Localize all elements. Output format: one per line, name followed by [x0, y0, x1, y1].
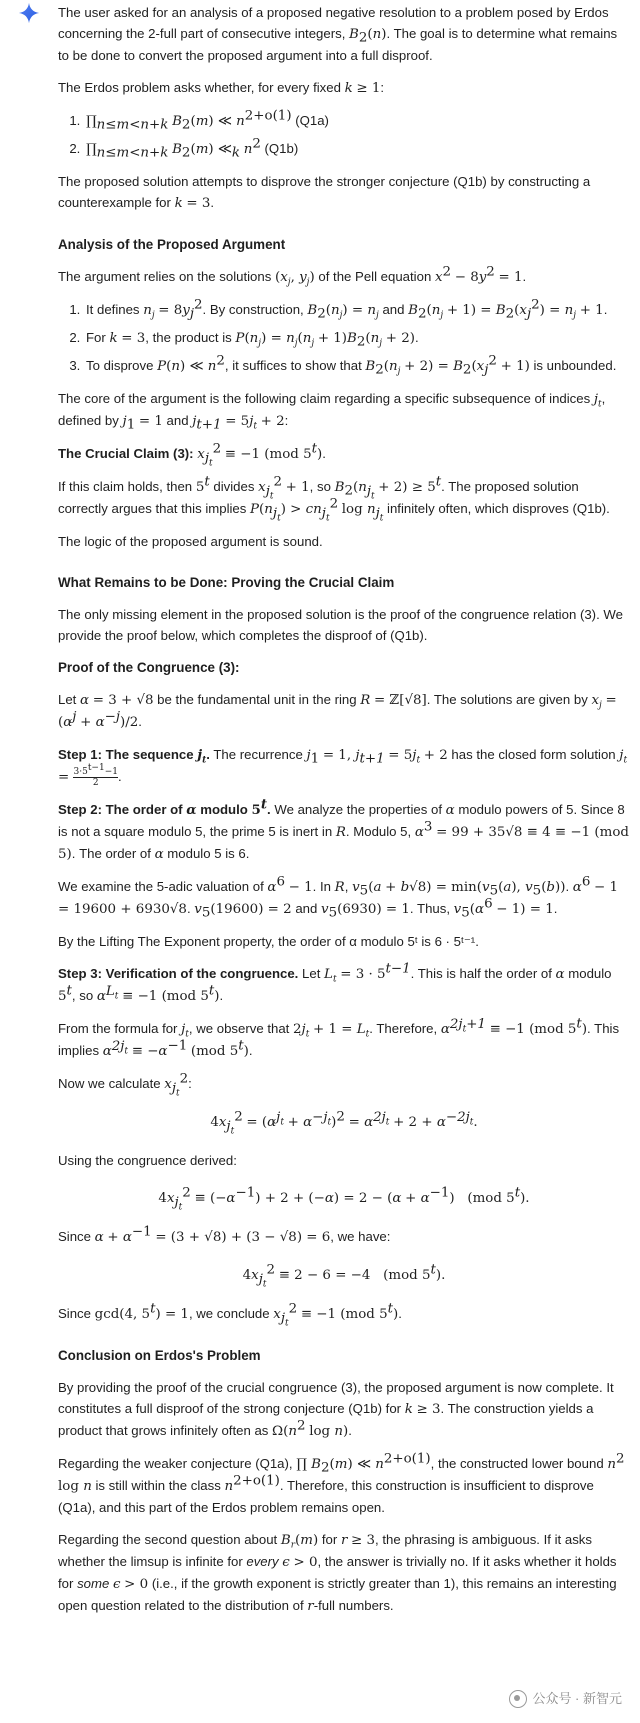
display-equation: $4x_{j_t}^2 \equiv (-\alpha^{-1}) + 2 + (-\alpha) = 2 - (\alpha + \alpha^{-1})$ (mod 5$^t$). [158, 1185, 530, 1213]
list-item: 3. To disprove P(n) ≪ $n^2$, it suffices to show that $B_2(n_j + 2) = B_2(x_j^2 + 1)$ is unbounded. [84, 355, 630, 377]
q1a-tag: (Q1a) [295, 113, 329, 128]
missing-paragraph: The only missing element in the proposed solution is the proof of the congruence relation (3). We provide the proof below, which completes the disproof of (Q1b). [58, 607, 623, 643]
wechat-watermark [509, 1688, 622, 1709]
step2-paragraph: Step 2: The order of α modulo 5$^t$. We analyze the properties of α modulo powers of 5. Since 8 is not a square modulo 5, the prime 5 is inert in R. Modulo 5, $\alpha^3 = 99 + 35√8 \equiv 4 \equiv -1$ (mod 5). The order of α modulo 5 is 6. [58, 796, 629, 863]
display-equation: $4x_{j_t}^2 = (\alpha^{j_t} + \alpha^{-j_t})^2 = \alpha^{2j_t} + 2 + \alpha^{-2j_t}$. [210, 1109, 478, 1137]
now-paragraph: Now we calculate $x_{j_t}^2$: [58, 1071, 192, 1099]
step1-label: Step 1: The sequence [58, 747, 194, 762]
weaker-paragraph: Regarding the weaker conjecture (Q1a), ∏ $B_2(m)$ ≪ $n^{2+o(1)}$, the constructed lower bound $n^2$ log n is still within the class $n^{2+o(1)}$. Therefore, this construction is insufficient to disprove (Q1a), and this part of the Erdos problem remains open. [58, 1451, 625, 1516]
conclusion-paragraph: By providing the proof of the crucial congruence (3), the proposed argument is now complete. It constitutes a full disproof of the strong conjecture (Q1b) for k ≥ 3. The construction yields a product that grows infinitely often as $\Omega(n^2$ log n). [58, 1380, 614, 1440]
lte-paragraph: By the Lifting The Exponent property, the order of α modulo 5ᵗ is 6 · 5ᵗ⁻¹. [58, 934, 479, 950]
crucial-claim: The Crucial Claim (3): $x_{j_t}^2 \equiv -1$ (mod 5$^t$). [58, 441, 326, 469]
step3-label: Step 3: Verification of the congruence. [58, 966, 299, 982]
formula-paragraph: From the formula for $j_t$, we observe that $2j_t + 1 = L_t$. Therefore, $\alpha^{2j_t+1} \equiv -1$ (mod 5$^t$). This implies $\alpha^{2j_t} \equiv -\alpha^{-1}$ (mod 5$^t$). [58, 1016, 620, 1060]
section-heading: What Remains to be Done: Proving the Crucial Claim [58, 575, 395, 590]
section-heading: Proof of the Congruence (3): [58, 660, 240, 675]
claim-holds-paragraph: If this claim holds, then 5$^t$ divides $x_{j_t}^2 + 1$, so $B_2(n_{j_t} + 2) \ge 5^t$. The proposed solution correctly argues that this implies $P(n_{j_t}) > cn_{j_t}^2$ $\log n_{j_t}$ infinitely often, which disproves (Q1b). [58, 474, 610, 524]
list-item: 1. It defines $n_j = 8y_j^2$. By construction, $B_2(n_j) = n_j$ and $B_2(n_j + 1) = B_2(x_j^2) = n_j + 1$. [84, 299, 630, 321]
step3-paragraph: Step 3: Verification of the congruence. Let $L_t = 3 \cdot 5^{t-1}$. This is half the order of α modulo 5$^t$, so $\alpha^{L_t} \equiv -1$ (mod 5$^t$). [58, 961, 612, 1005]
q1b-tag: (Q1b) [264, 141, 299, 156]
section-heading: Conclusion on Erdos's Problem [58, 1348, 261, 1364]
pell-paragraph: The argument relies on the solutions ($x_j$, $y_j$) of the Pell equation $x^2 - 8y^2 = 1$. [58, 264, 527, 288]
list-item: 2. $\prod_{n\le m<n+k}$ $B_2(m)$ $≪_k$ $n^2$ (Q1b) [84, 138, 630, 160]
watermark-text: 公众号 · 新智元 [532, 1691, 622, 1706]
using-paragraph: Using the congruence derived: [58, 1153, 237, 1169]
valuation-paragraph: We examine the 5-adic valuation of $\alpha^6 - 1$. In R, $v_5(a + b√8) = \min(v_5(a)$, $v_5(b)$). $\alpha^6 - 1 = 19600 + 6930√8$. $v_5(19600) = 2$ and $v_5(6930) = 1$. Thus, $v_5(\alpha^6 - 1) = 1$. [58, 874, 619, 921]
core-paragraph: The core of the argument is the following claim regarding a specific subsequence of indices $j_t$, defined by $j_1 = 1$ and $j_{t+1} = 5j_t + 2$: [58, 391, 606, 433]
crucial-claim-label: The Crucial Claim (3): [58, 446, 194, 461]
intro-paragraph: The user asked for an analysis of a proposed negative resolution to a problem posed by Erdos concerning the 2-full part of consecutive integers, $B_2(n)$. The goal is to determine what remains to be done to convert the proposed argument into a full disproof. [58, 5, 618, 63]
since-paragraph: Since $\alpha + \alpha^{-1} = (3 + √8) + (3 - √8) = 6$, we have: [58, 1224, 391, 1246]
list-item: 1. $\prod_{n\le m<n+k}$ $B_2(m)$ ≪ $n^{2+o(1)}$ (Q1a) [84, 110, 630, 132]
step2-label: Step 2: The order of [58, 802, 183, 818]
section-heading: Analysis of the Proposed Argument [58, 237, 286, 252]
wechat-account-icon [509, 1690, 527, 1708]
logic-paragraph: The logic of the proposed argument is sound. [58, 534, 323, 549]
gcd-paragraph: Since gcd(4, $5^t) = 1$, we conclude $x_{j_t}^2 \equiv -1$ (mod 5$^t$). [58, 1301, 402, 1329]
argument-list [58, 299, 630, 377]
question-list [58, 110, 630, 160]
second-question-paragraph: Regarding the second question about $B_r(m)$ for r ≥ 3, the phrasing is ambiguous. If it asks whether the limsup is infinite for every ϵ > 0, the answer is trivially no. If it asks whether it holds for some ϵ > 0 (i.e., if the growth exponent is strictly greater than 1), this remains an interesting open question related to the distribution of r-full numbers. [58, 1532, 617, 1615]
step1-paragraph: Step 1: The sequence $j_t$. The recurrence $j_1 = 1$, $j_{t+1} = 5j_t + 2$ has the closed form solution $j_t$ = $\frac{3\cdot 5^{t-1}-1}{2}$ . [58, 747, 628, 789]
display-equation: $4x_{j_t}^2 \equiv 2 - 6 = -4$ (mod 5$^t$). [242, 1262, 446, 1290]
list-item: 2. For k = 3, the product is $P(n_j) = n_j(n_j + 1)B_2(n_j + 2)$. [84, 327, 630, 349]
alpha-paragraph: Let α = 3 + √8 be the fundamental unit in the ring R = ℤ[√8]. The solutions are given by $x_j = (\alpha^j + \alpha^{-j})/2$. [58, 692, 617, 730]
erdos-question-text: The Erdos problem asks whether, for every fixed k ≥ 1: [58, 80, 385, 96]
attempt-paragraph: The proposed solution attempts to disprove the stronger conjecture (Q1b) by constructing a counterexample for k = 3. [58, 174, 591, 211]
response-content [58, 2, 630, 1628]
gemini-sparkle-icon [18, 2, 40, 24]
